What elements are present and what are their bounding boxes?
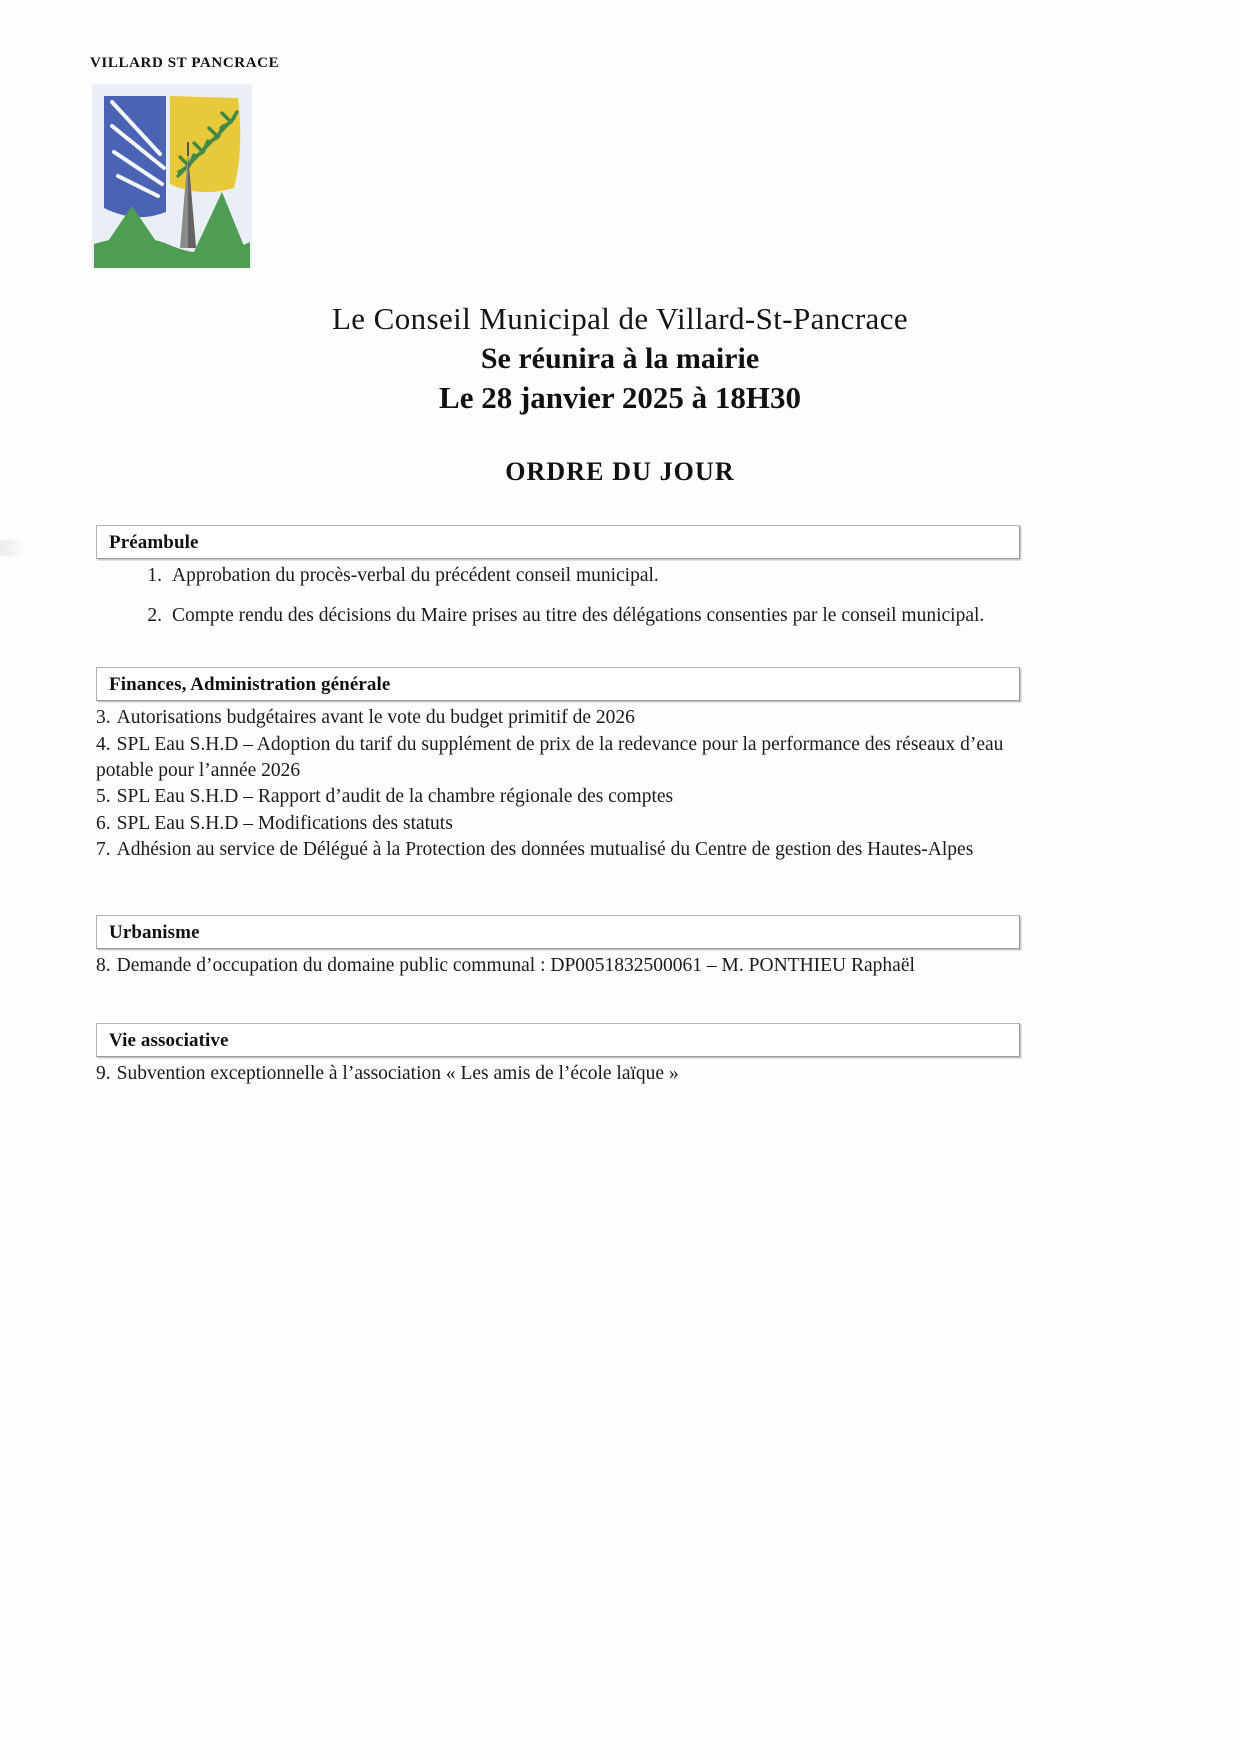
section-label-preambule: Préambule	[109, 532, 199, 553]
title-council-line: Le Conseil Municipal de Villard-St-Pancrace	[331, 301, 909, 336]
section-label-urbanisme: Urbanisme	[109, 922, 200, 944]
item-number: 7.	[96, 838, 111, 860]
item-text: Autorisations budgétaires avant le vote du budget primitif de 2026	[116, 707, 635, 729]
title-datetime-line: Le 28 janvier 2025 à 18H30	[439, 379, 801, 415]
item-number: 2.	[147, 605, 162, 627]
section-header-urbanisme	[96, 915, 1020, 949]
section-label-finances: Finances, Administration générale	[109, 674, 391, 696]
item-text: SPL Eau S.H.D – Adoption du tarif du supplément de prix de la redevance pour la performance des réseaux d’eau potable pour l’année 2026	[96, 733, 1004, 781]
section-label-vie-associative: Vie associative	[109, 1030, 229, 1052]
title-venue-line: Se réunira à la mairie	[480, 341, 760, 375]
agenda-item	[96, 953, 1020, 979]
agenda-heading: ORDRE DU JOUR	[505, 457, 735, 486]
item-number: 5.	[96, 786, 111, 808]
item-text: SPL Eau S.H.D – Modifications des statuts	[116, 812, 453, 834]
item-number: 4.	[96, 733, 111, 755]
item-text: Approbation du procès-verbal du précédent conseil municipal.	[172, 565, 659, 586]
agenda-items-urbanisme	[96, 953, 1020, 979]
section-urbanisme	[96, 915, 1020, 979]
scan-artifact	[0, 540, 26, 556]
agenda-content	[96, 525, 1020, 1088]
section-header-finances	[96, 667, 1020, 701]
agenda-item	[96, 705, 1020, 731]
agenda-items-preambule	[96, 563, 1020, 629]
item-number: 6.	[96, 812, 111, 834]
letterhead	[88, 55, 448, 272]
item-text: Adhésion au service de Délégué à la Protection des données mutualisé du Centre de gestion des Hautes-Alpes	[116, 838, 974, 860]
agenda-item	[96, 784, 1020, 810]
item-number: 9.	[96, 1063, 111, 1085]
commune-name: VILLARD ST PANCRACE	[90, 55, 280, 71]
agenda-item	[132, 563, 1020, 589]
item-number: 1.	[147, 565, 162, 586]
item-number: 3.	[96, 707, 111, 729]
section-vie-associative	[96, 1023, 1020, 1087]
section-finances	[96, 667, 1020, 863]
agenda-item	[132, 603, 1020, 629]
agenda-items-vie-associative	[96, 1061, 1020, 1087]
agenda-items-finances	[96, 705, 1020, 863]
item-text: Subvention exceptionnelle à l’association « Les amis de l’école laïque »	[116, 1063, 679, 1085]
section-preambule	[96, 525, 1020, 629]
agenda-item	[96, 732, 1020, 785]
item-text: SPL Eau S.H.D – Rapport d’audit de la chambre régionale des comptes	[116, 786, 674, 808]
coat-of-arms-crest	[88, 80, 256, 272]
item-text: Demande d’occupation du domaine public communal : DP0051832500061 – M. PONTHIEU Raphaël	[116, 955, 915, 977]
item-text: Compte rendu des décisions du Maire prises au titre des délégations consenties par le conseil municipal.	[172, 605, 985, 627]
item-number: 8.	[96, 955, 111, 977]
agenda-item	[96, 811, 1020, 837]
meeting-title-block	[0, 300, 1240, 418]
agenda-item	[96, 1061, 1020, 1087]
agenda-item	[96, 837, 1020, 863]
section-header-vie-associative	[96, 1023, 1020, 1057]
section-header-preambule	[96, 525, 1020, 559]
